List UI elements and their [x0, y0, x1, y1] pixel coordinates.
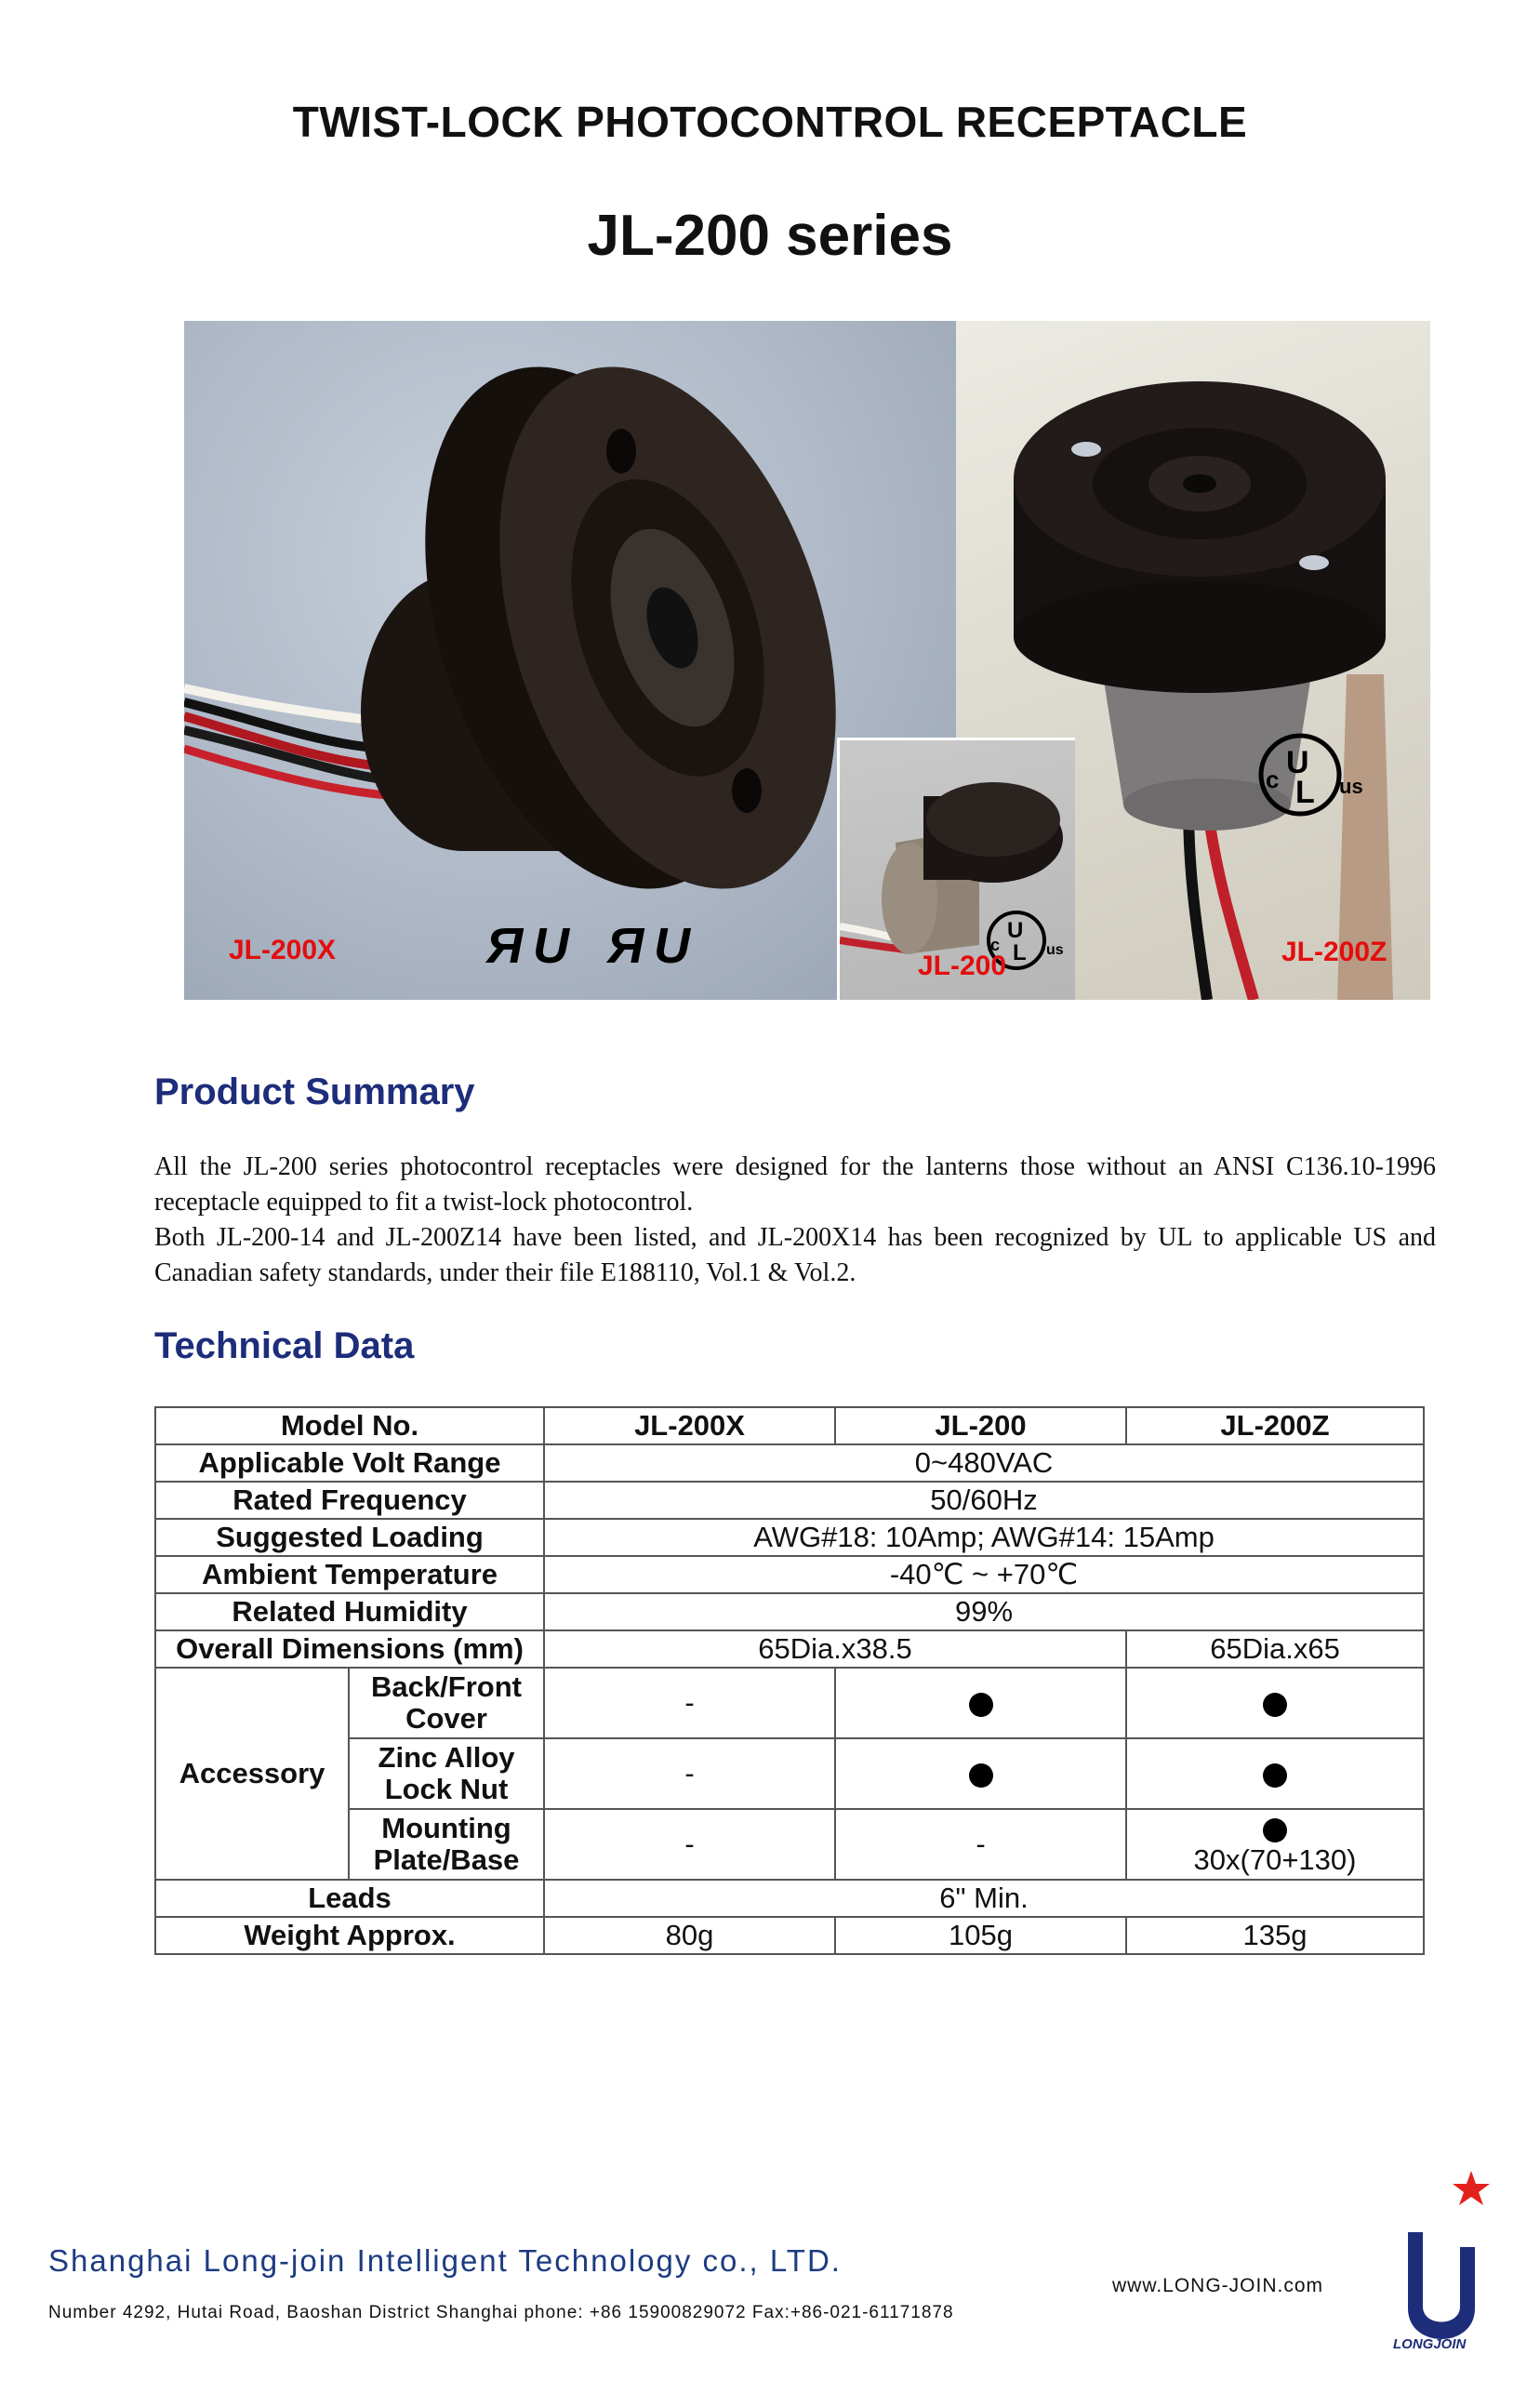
technical-data-table [154, 1406, 1425, 1955]
table-row [155, 1444, 1424, 1482]
row-value-leads: 6" Min. [544, 1880, 1424, 1917]
company-name: Shanghai Long-join Intelligent Technology co., LTD. [48, 2243, 842, 2278]
weight-jl-200: 105g [835, 1917, 1126, 1954]
included-dot-icon [1263, 1818, 1287, 1842]
mounting-jl-200: - [835, 1809, 1126, 1880]
svg-text:U: U [1286, 745, 1309, 780]
row-label-mounting: Mounting Plate/Base [349, 1809, 544, 1880]
product-summary-heading: Product Summary [154, 1071, 475, 1112]
table-row [155, 1630, 1424, 1668]
row-label-volt: Applicable Volt Range [155, 1444, 544, 1482]
header-model-no: Model No. [155, 1407, 544, 1444]
row-label-accessory: Accessory [155, 1668, 349, 1880]
company-address: Number 4292, Hutai Road, Baoshan District Shanghai phone: +86 15900829072 Fax:+86-021-61171878 [48, 2303, 954, 2322]
product-summary-text [154, 1150, 1436, 1291]
weight-jl-200x: 80g [544, 1917, 835, 1954]
included-dot-icon [969, 1763, 993, 1788]
cover-jl-200 [835, 1668, 1126, 1738]
row-label-temperature: Ambient Temperature [155, 1556, 544, 1593]
mounting-jl-200x: - [544, 1809, 835, 1880]
mounting-jl-200z-size: 30x(70+130) [1193, 1843, 1357, 1876]
row-label-leads: Leads [155, 1880, 544, 1917]
lock-nut-jl-200z [1126, 1738, 1424, 1809]
row-value-volt: 0~480VAC [544, 1444, 1424, 1482]
svg-text:U: U [654, 918, 690, 974]
svg-text:Я: Я [486, 918, 524, 974]
table-row [155, 1556, 1424, 1593]
row-label-humidity: Related Humidity [155, 1593, 544, 1630]
svg-text:us: us [1046, 942, 1064, 958]
row-label-cover: Back/Front Cover [349, 1668, 544, 1738]
company-website[interactable]: www.LONG-JOIN.com [1112, 2275, 1324, 2296]
svg-text:U: U [1007, 918, 1024, 943]
cover-jl-200x: - [544, 1668, 835, 1738]
product-photo-jl-200 [837, 738, 1075, 1000]
header-jl-200z: JL-200Z [1126, 1407, 1424, 1444]
weight-jl-200z: 135g [1126, 1917, 1424, 1954]
longjoin-logo-icon [1395, 2167, 1497, 2353]
table-row [155, 1880, 1424, 1917]
logo-wordmark: LONGJOIN [1393, 2336, 1467, 2352]
table-row [155, 1519, 1424, 1556]
photo-label-jl-200z: JL-200Z [1281, 937, 1387, 967]
svg-text:L: L [1295, 775, 1315, 810]
row-value-frequency: 50/60Hz [544, 1482, 1424, 1519]
row-label-loading: Suggested Loading [155, 1519, 544, 1556]
header-jl-200x: JL-200X [544, 1407, 835, 1444]
technical-data-heading: Technical Data [154, 1325, 415, 1366]
row-label-lock-nut: Zinc Alloy Lock Nut [349, 1738, 544, 1809]
svg-text:us: us [1339, 775, 1363, 798]
table-row [155, 1668, 1424, 1738]
svg-text:Я: Я [607, 918, 644, 974]
cover-jl-200z [1126, 1668, 1424, 1738]
included-dot-icon [1263, 1693, 1287, 1717]
row-value-loading: AWG#18: 10Amp; AWG#14: 15Amp [544, 1519, 1424, 1556]
row-label-dimensions: Overall Dimensions (mm) [155, 1630, 544, 1668]
photo-label-jl-200: JL-200 [918, 951, 1007, 981]
summary-paragraph-1: All the JL-200 series photocontrol receptacles were designed for the lanterns those without an ANSI C136.10-1996 receptacle equipped to fit a twist-lock photocontrol. [154, 1152, 1436, 1217]
row-label-frequency: Rated Frequency [155, 1482, 544, 1519]
svg-text:c: c [1266, 765, 1280, 793]
included-dot-icon [1263, 1763, 1287, 1788]
page-subtitle: JL-200 series [587, 204, 953, 268]
lock-nut-jl-200x: - [544, 1738, 835, 1809]
lock-nut-jl-200 [835, 1738, 1126, 1809]
header-jl-200: JL-200 [835, 1407, 1126, 1444]
svg-text:L: L [1013, 940, 1027, 965]
table-header-row [155, 1407, 1424, 1444]
page-title: TWIST-LOCK PHOTOCONTROL RECEPTACLE [292, 98, 1248, 146]
svg-text:c: c [990, 936, 1001, 954]
table-row [155, 1917, 1424, 1954]
row-value-dimensions-x: 65Dia.x38.5 [544, 1630, 1126, 1668]
table-row [155, 1482, 1424, 1519]
photo-label-jl-200x: JL-200X [229, 935, 337, 965]
svg-text:U: U [533, 918, 569, 974]
row-value-temperature: -40℃ ~ +70℃ [544, 1556, 1424, 1593]
included-dot-icon [969, 1693, 993, 1717]
table-row [155, 1593, 1424, 1630]
mounting-jl-200z [1126, 1809, 1424, 1880]
summary-paragraph-2: Both JL-200-14 and JL-200Z14 have been listed, and JL-200X14 has been recognized by UL to applicable US and Canadian safety standards, under their file E188110, Vol.1 & Vol.2. [154, 1223, 1436, 1287]
row-label-weight: Weight Approx. [155, 1917, 544, 1954]
row-value-dimensions-200-z: 65Dia.x65 [1126, 1630, 1424, 1668]
row-value-humidity: 99% [544, 1593, 1424, 1630]
